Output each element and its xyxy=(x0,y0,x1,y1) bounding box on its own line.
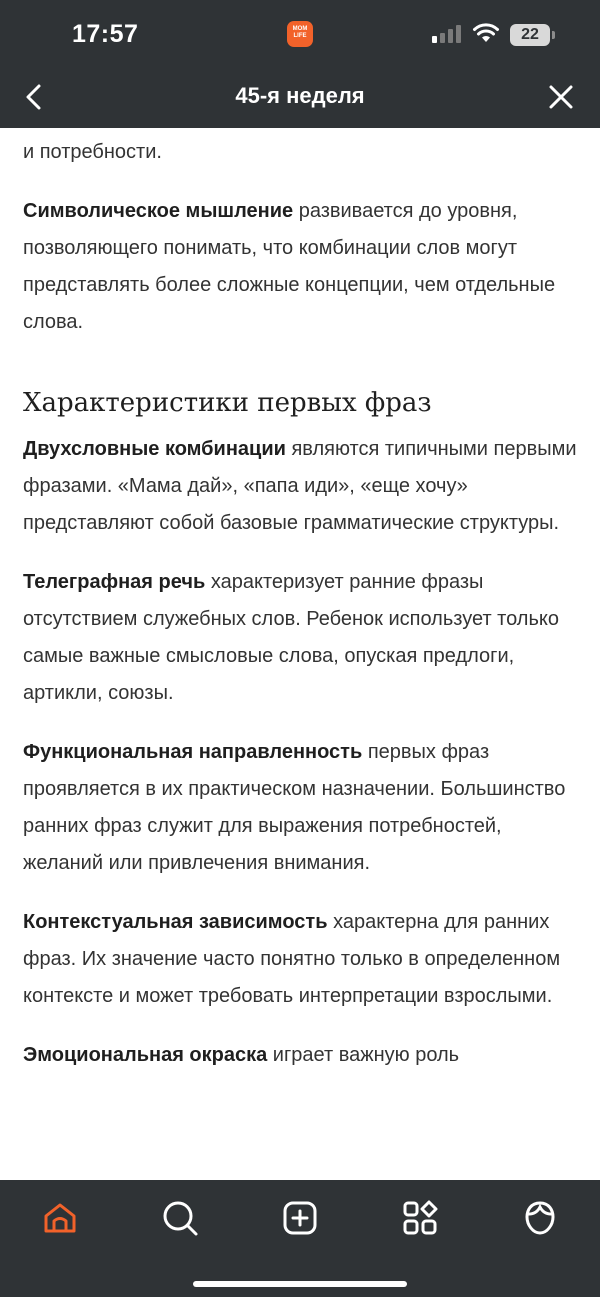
paragraph-text: характеризует ранние фразы отсутствием служебных слов. Ребенок использует только самые важные смысловые слова, опуская предлоги, артикли, союзы. xyxy=(23,571,559,704)
app-badge-icon: MOM LIFE xyxy=(287,21,313,47)
status-bar xyxy=(0,0,600,66)
wifi-icon xyxy=(472,22,500,44)
paragraph-text: первых фраз проявляется в их практическом назначении. Большинство ранних фраз служит для выражения потребностей, желаний или привлечения внимания. xyxy=(23,741,566,874)
paragraph-term: Телеграфная речь xyxy=(23,571,206,593)
paragraph-symbolic xyxy=(23,193,578,341)
section-heading: Характеристики первых фраз xyxy=(23,388,432,418)
close-button[interactable] xyxy=(542,78,580,116)
tab-search[interactable] xyxy=(150,1198,210,1238)
paragraph-term: Функциональная направленность xyxy=(23,741,363,763)
paragraph-telegraphic xyxy=(23,564,578,712)
add-icon xyxy=(282,1200,318,1236)
status-time: 17:57 xyxy=(72,20,139,48)
search-icon xyxy=(161,1199,199,1237)
paragraph-text: являются типичными первыми фразами. «Мама дай», «папа иди», «еще хочу» представляют собой базовые грамматические структуры. xyxy=(23,438,577,534)
nav-bar xyxy=(0,66,600,128)
page-title: 45-я неделя xyxy=(235,83,365,108)
tab-add[interactable] xyxy=(270,1198,330,1238)
services-icon xyxy=(402,1200,438,1236)
signal-icon xyxy=(432,25,464,43)
tab-services[interactable] xyxy=(390,1198,450,1238)
paragraph-term: Контекстуальная зависимость xyxy=(23,911,328,933)
battery-indicator: 22 xyxy=(510,24,550,46)
paragraph-two-word xyxy=(23,431,578,542)
paragraph-term: Символическое мышление xyxy=(23,200,294,222)
paragraph-contextual xyxy=(23,904,578,1015)
home-icon xyxy=(42,1200,78,1236)
paragraph-term: Двухсловные комбинации xyxy=(23,438,286,460)
tab-home[interactable] xyxy=(30,1198,90,1238)
article-content xyxy=(23,128,578,1180)
battery-tip xyxy=(552,31,555,39)
paragraph-text: играет важную роль xyxy=(267,1044,460,1066)
tab-profile[interactable] xyxy=(510,1198,570,1238)
paragraph-term: Эмоциональная окраска xyxy=(23,1044,268,1066)
profile-icon xyxy=(521,1199,559,1237)
tab-bar xyxy=(0,1180,600,1297)
close-icon xyxy=(542,78,580,116)
paragraph-emotional xyxy=(23,1037,578,1074)
intro-tail: и потребности. xyxy=(23,141,162,163)
paragraph-text: развивается до уровня, позволяющего понимать, что комбинации слов могут представлять более сложные концепции, чем отдельные слова. xyxy=(23,200,556,333)
paragraph-functional xyxy=(23,734,578,882)
paragraph-text: характерна для ранних фраз. Их значение часто понятно только в определенном контексте и может требовать интерпретации взрослыми. xyxy=(23,911,561,1007)
home-indicator[interactable] xyxy=(193,1281,407,1287)
